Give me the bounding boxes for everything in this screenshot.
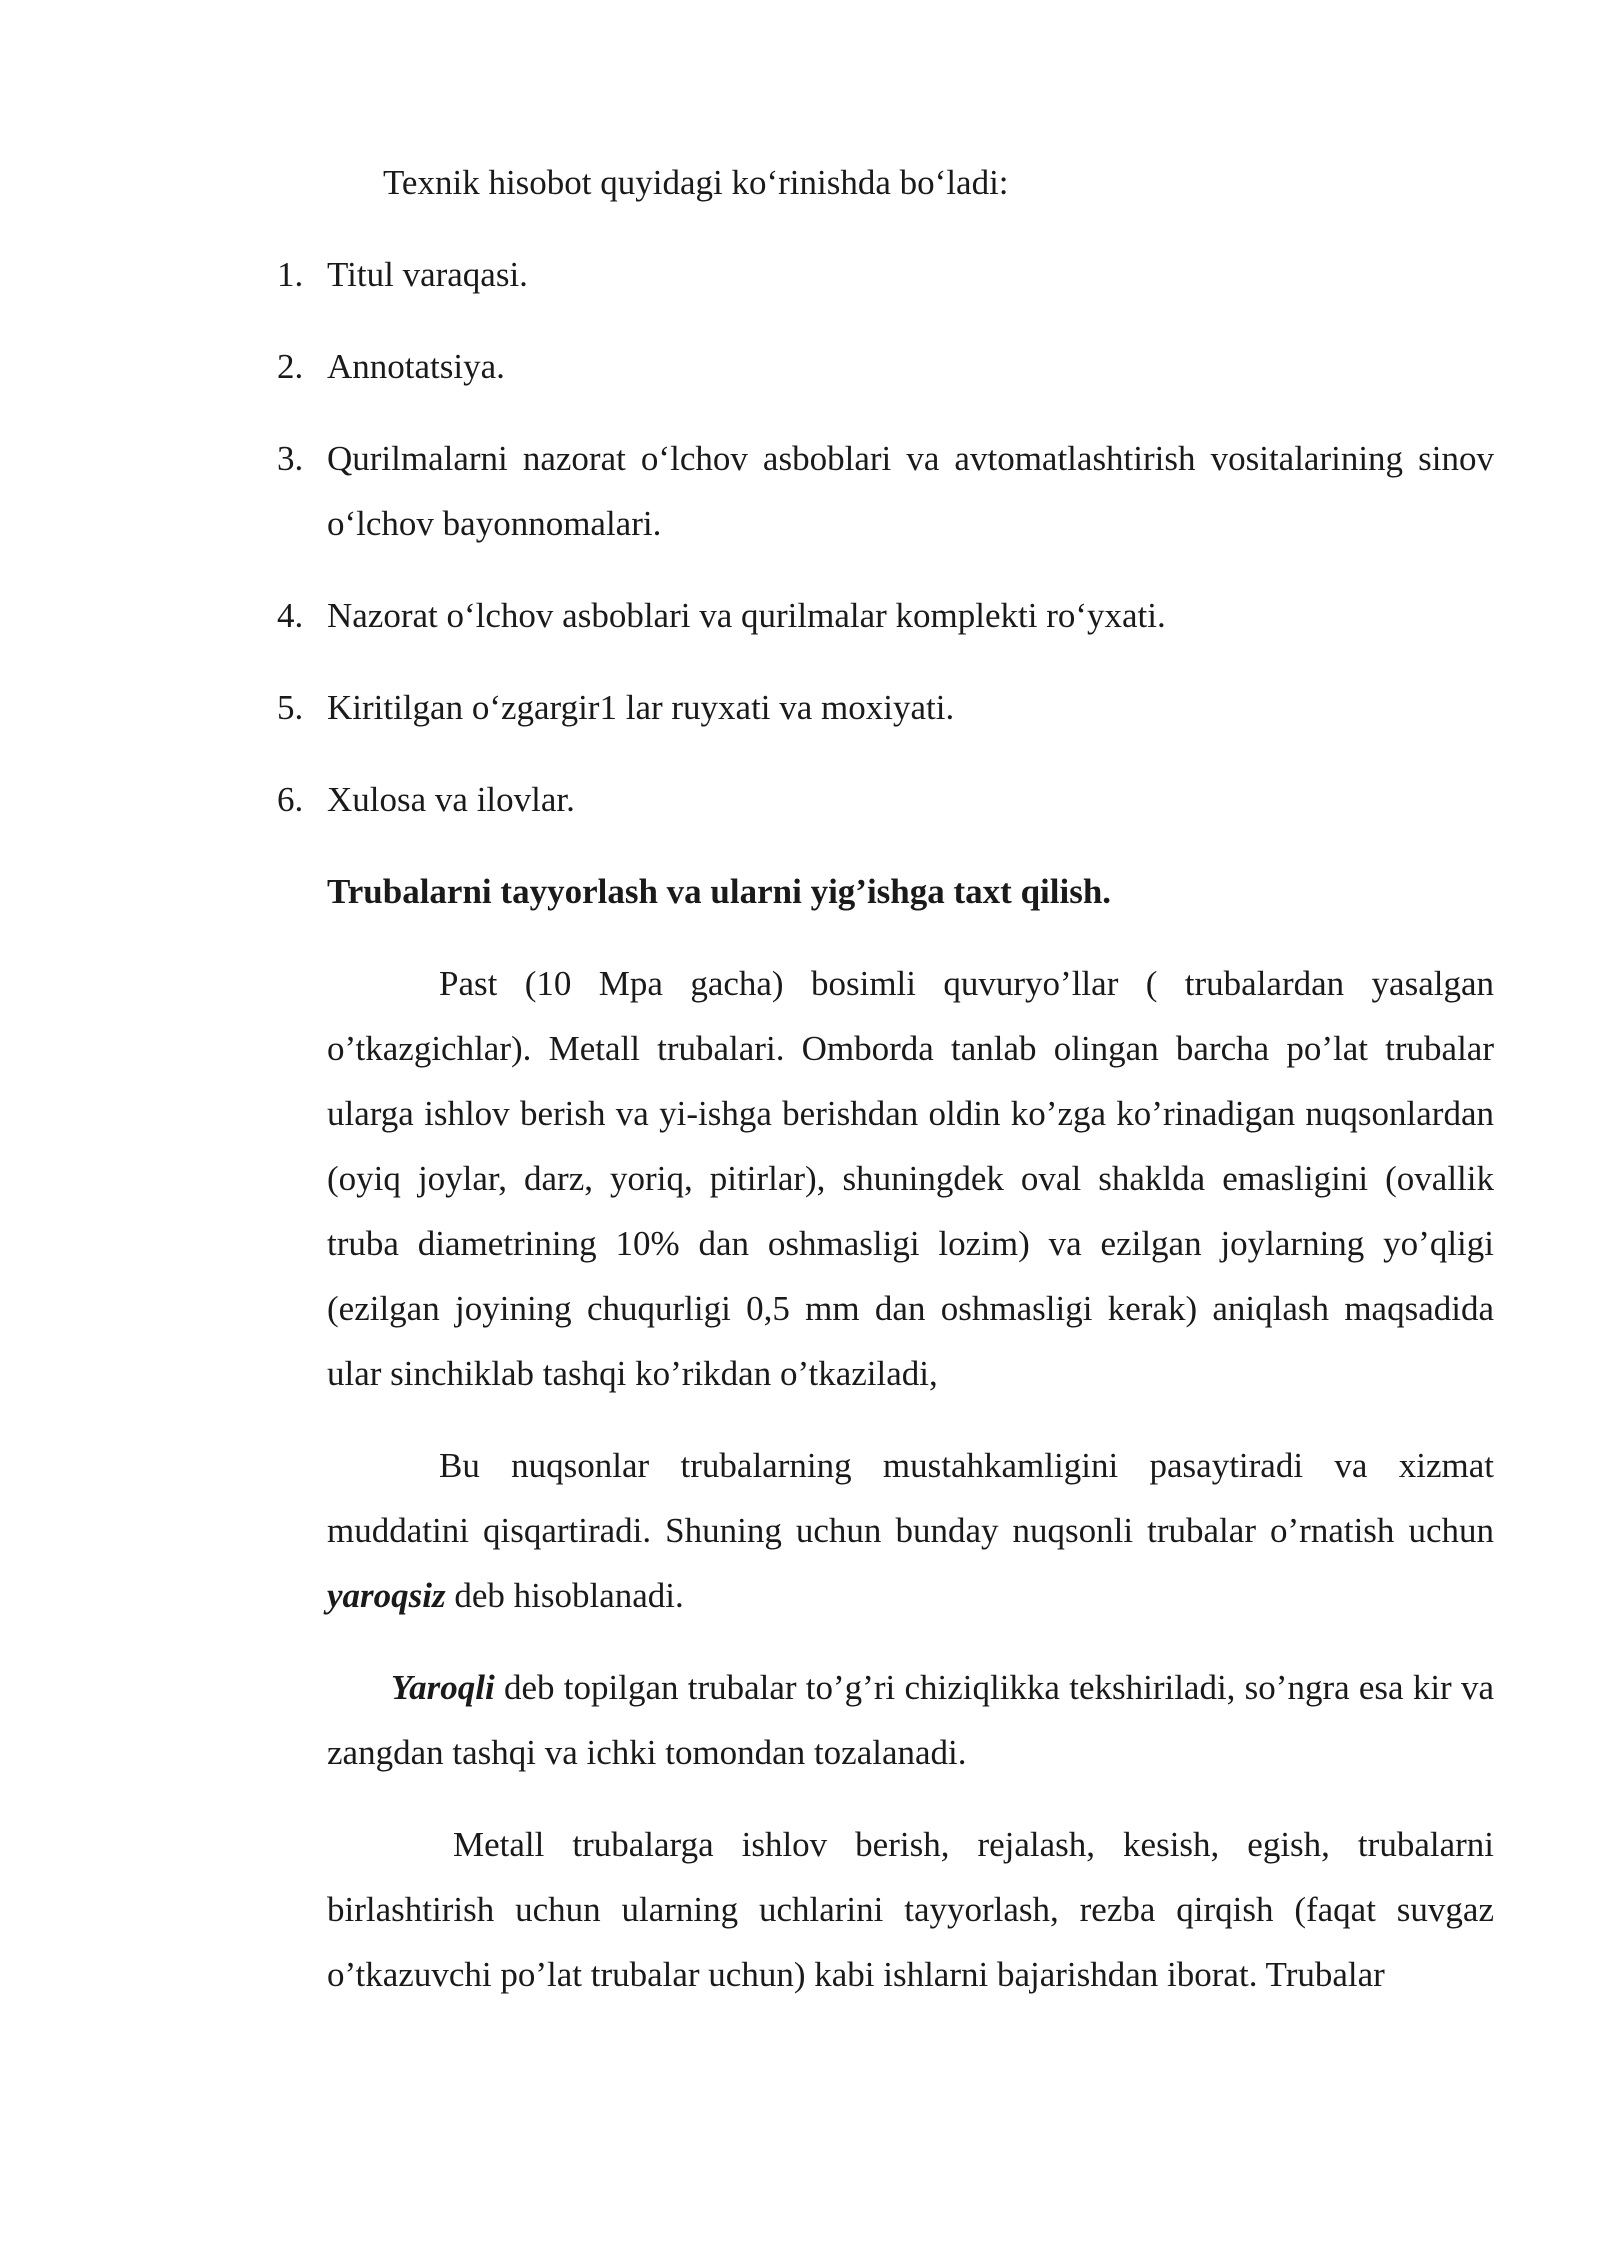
emphasis-text: Yaroqli: [391, 1668, 495, 1707]
intro-line: Texnik hisobot quyidagi ko‘rinishda bo‘ladi:: [383, 163, 1009, 202]
list-item-text: Nazorat o‘lchov asboblari va qurilmalar komplekti ro‘yxati.: [327, 596, 1166, 635]
list-item-text: Qurilmalarni nazorat o‘lchov asboblari va avtomatlashtirish vositalarining sinov o‘lchov bayonnomalari.: [327, 439, 1494, 543]
paragraph-text: Bu nuqsonlar trubalarning mustahkamligini pasaytiradi va xizmat muddatini qisqartiradi. Shuning uchun bunday nuqsonli trubalar o’rnatish uchun: [327, 1446, 1494, 1550]
paragraph-text: deb topilgan trubalar to’g’ri chiziqlikka tekshiriladi, so’ngra esa kir va zangdan tashqi va ichki tomondan tozalanadi.: [327, 1668, 1494, 1772]
list-item-number: 6.: [277, 780, 304, 819]
list-item: [277, 242, 1494, 307]
list-item-number: 5.: [277, 688, 304, 727]
emphasis-text: yaroqsiz: [327, 1576, 446, 1615]
paragraph-pipe-inspection: Past (10 Mpa gacha) bosimli quvuryo’llar ( trubalardan yasalgan o’tkazgichlar). Metall trubalari. Omborda tanlab olingan barcha po’lat trubalar ularga ishlov berish va yi-ishga berishdan oldin ko’zga ko’rinadigan nuqsonlardan (oyiq joylar, darz, yoriq, pitirlar), shuningdek oval shaklda emasligini (ovallik truba diametrining 10% dan oshmasligi lozim) va ezilgan joylarning yo’qligi (ezilgan joyining chuqurligi 0,5 mm dan oshmasligi kerak) aniqlash maqsadida ular sinchiklab tashqi ko’rikdan o’tkaziladi,: [327, 964, 1494, 1393]
paragraph-processing: Metall trubalarga ishlov berish, rejalash, kesish, egish, trubalarni birlashtirish uchun ularning uchlarini tayyorlash, rezba qirqish (faqat suvgaz o’tkazuvchi po’lat trubalar uchun) kabi ishlarni bajarishdan iborat. Trubalar: [327, 1825, 1494, 1994]
page-content: [277, 150, 1494, 2034]
paragraph-defects: [327, 1433, 1494, 1628]
list-item: [277, 334, 1494, 399]
list-item-text: Xulosa va ilovlar.: [327, 780, 575, 819]
list-item: [277, 426, 1494, 556]
list-item-number: 3.: [277, 439, 304, 478]
list-item: [277, 583, 1494, 648]
list-item-number: 4.: [277, 596, 304, 635]
paragraph-text: deb hisoblanadi.: [445, 1576, 684, 1615]
list-item-number: 1.: [277, 255, 304, 294]
section-heading: Trubalarni tayyorlash va ularni yig’ishga taxt qilish.: [327, 872, 1112, 911]
list-item: [277, 675, 1494, 740]
paragraph-suitable-pipes: [327, 1655, 1494, 1785]
list-item: [277, 767, 1494, 832]
report-contents-list: [277, 242, 1494, 832]
list-item-text: Annotatsiya.: [327, 347, 505, 386]
list-item-text: Titul varaqasi.: [327, 255, 528, 294]
list-item-text: Kiritilgan o‘zgargir1 lar ruyxati va moxiyati.: [327, 688, 955, 727]
list-item-number: 2.: [277, 347, 304, 386]
